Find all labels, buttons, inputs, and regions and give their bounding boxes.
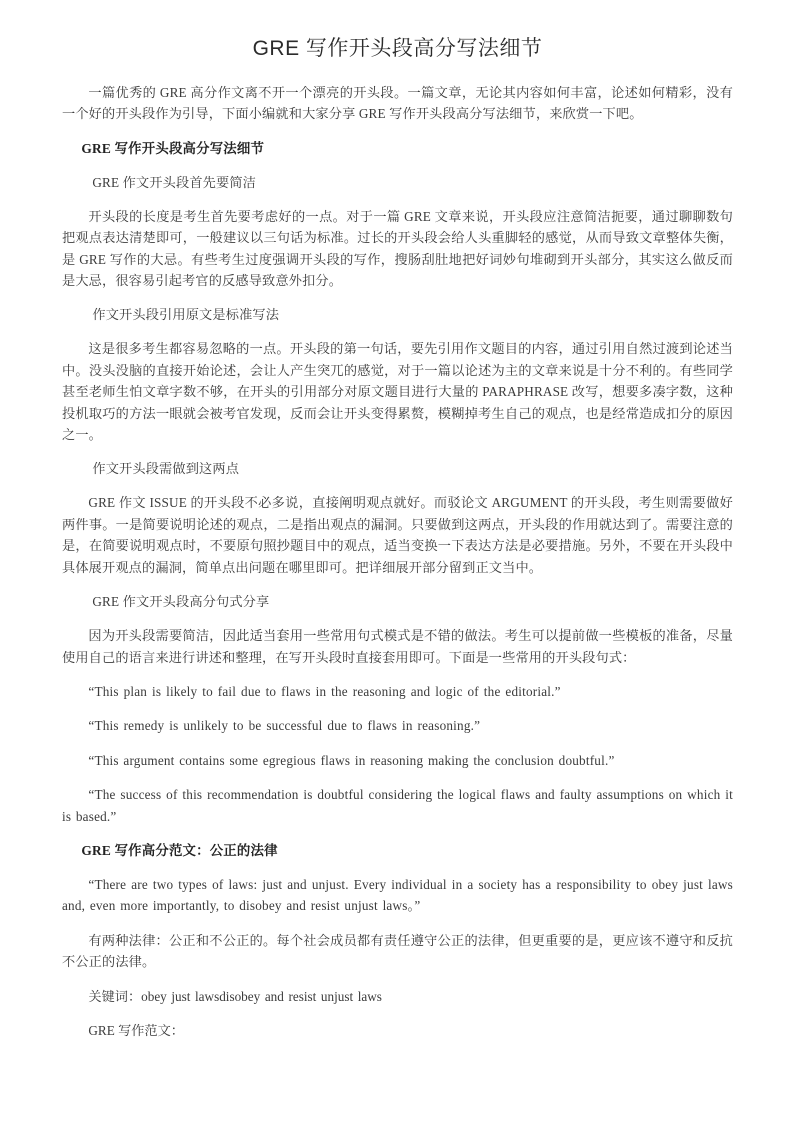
section-heading-writing-details: GRE 写作开头段高分写法细节 xyxy=(81,140,265,156)
example-sentence-3: “This argument contains some egregious flaws in reasoning making the conclusion doubtful.” xyxy=(88,752,615,768)
paragraph-quote-original: 这是很多考生都容易忽略的一点。开头段的第一句话，要先引用作文题目的内容，通过引用自然过渡到论述当中。没头没脑的直接开始论述，会让人产生突兀的感觉，对于一篇以论述为主的文章来说是十分不利的。有些同学甚至老师生怕文章字数不够，在开头的引用部分对原文题目进行大量的 PARAPHRASE 改写，想要多凑字数，这种投机取巧的方法一眼就会被考官发现，反而会让开头变得累赘，模糊掉考生自己的观点，也是经常造成扣分的原因之一。 xyxy=(62,341,733,443)
paragraph-two-points: GRE 作文 ISSUE 的开头段不必多说，直接阐明观点就好。而驳论文 ARGUMENT 的开头段，考生则需要做好两件事。一是简要说明论述的观点，二是指出观点的漏洞。只要做到这两点，开头段的作用就达到了。需要注意的是，在简要说明观点时，不要原句照抄题目中的观点，适当变换一下表达方法是必要措施。另外，不要在开头段中具体展开观点的漏洞，简单点出问题在哪里即可。把详细展开部分留到正文当中。 xyxy=(62,495,733,575)
subheading-be-concise: GRE 作文开头段首先要简洁 xyxy=(92,174,257,190)
sample-essay-label: GRE 写作范文： xyxy=(88,1022,184,1038)
subheading-two-points: 作文开头段需做到这两点 xyxy=(92,461,240,477)
example-sentence-4: “The success of this recommendation is doubtful considering the logical flaws and faulty assumptions on which it is based.” xyxy=(62,787,733,824)
example-sentence-2: “This remedy is unlikely to be successful due to flaws in reasoning.” xyxy=(88,718,481,734)
paragraph-be-concise: 开头段的长度是考生首先要考虑好的一点。对于一篇 GRE 文章来说，开头段应注意简洁扼要，通过聊聊数句把观点表达清楚即可，一般建议以三句话为标准。过长的开头段会给人头重脚轻的感觉，从而导致文章整体失衡，是 GRE 写作的大忌。有些考生过度强调开头段的写作，搜肠刮肚地把好词妙句堆砌到开头部分，其实这么做反而是大忌，很容易引起考官的反感导致意外扣分。 xyxy=(62,208,733,289)
paragraph-high-score-sentences: 因为开头段需要简洁，因此适当套用一些常用句式模式是不错的做法。考生可以提前做一些模板的准备，尽量使用自己的语言来进行讲述和整理，在写开头段时直接套用即可。下面是一些常用的开头段句式： xyxy=(62,628,733,665)
sample-essay-quote: “There are two types of laws: just and unjust. Every individual in a society has a responsibility to obey just laws and, even more importantly, to disobey and resist unjust laws。” xyxy=(62,876,733,914)
page-title: GRE 写作开头段高分写法细节 xyxy=(252,37,543,60)
subheading-high-score-sentences: GRE 作文开头段高分句式分享 xyxy=(92,594,270,610)
sample-essay-translation: 有两种法律：公正和不公正的。每个社会成员都有责任遵守公正的法律，但更重要的是，更应该不遵守和反抗不公正的法律。 xyxy=(62,932,733,970)
section-heading-sample-essay: GRE 写作高分范文：公正的法律 xyxy=(81,842,278,858)
example-sentence-1: “This plan is likely to fail due to flaws in the reasoning and logic of the editorial.” xyxy=(88,683,561,699)
intro-paragraph: 一篇优秀的 GRE 高分作文离不开一个漂亮的开头段。一篇文章，无论其内容如何丰富，论述如何精彩，没有一个好的开头段作为引导，下面小编就和大家分享 GRE 写作开头段高分写法细节，来欣赏一下吧。 xyxy=(62,85,733,122)
keywords-line: 关键词：obey just lawsdisobey and resist unjust laws xyxy=(88,988,382,1004)
subheading-quote-original: 作文开头段引用原文是标准写法 xyxy=(92,307,280,323)
